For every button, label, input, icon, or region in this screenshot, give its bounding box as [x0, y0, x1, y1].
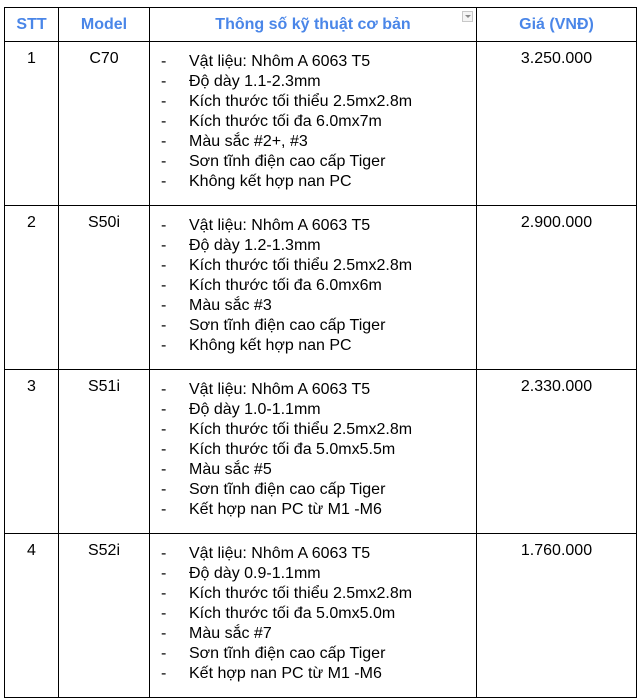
spec-item — [150, 92, 476, 112]
spec-item — [150, 644, 476, 664]
bullet-dash: - — [161, 133, 167, 150]
header-row — [5, 8, 637, 42]
bullet-dash: - — [161, 565, 167, 582]
spec-item — [150, 564, 476, 584]
bullet-dash: - — [161, 73, 167, 90]
bullet-dash: - — [161, 277, 167, 294]
bullet-dash: - — [161, 217, 167, 234]
spec-text: Kết hợp nan PC từ M1 -M6 — [189, 501, 382, 518]
spec-item — [150, 420, 476, 440]
spec-list — [150, 52, 476, 192]
spec-item — [150, 624, 476, 644]
spec-text: Không kết hợp nan PC — [189, 337, 352, 354]
bullet-dash: - — [161, 93, 167, 110]
spec-item — [150, 584, 476, 604]
bullet-dash: - — [161, 401, 167, 418]
bullet-dash: - — [161, 237, 167, 254]
spec-text: Màu sắc #5 — [189, 461, 272, 478]
spec-text: Sơn tĩnh điện cao cấp Tiger — [189, 481, 386, 498]
spec-list — [150, 216, 476, 356]
spec-text: Kích thước tối thiểu 2.5mx2.8m — [189, 257, 413, 274]
bullet-dash: - — [161, 605, 167, 622]
spec-text: Độ dày 0.9-1.1mm — [189, 565, 321, 582]
spec-item — [150, 256, 476, 276]
spec-text: Độ dày 1.0-1.1mm — [189, 401, 321, 418]
spec-text: Độ dày 1.2-1.3mm — [189, 237, 321, 254]
spec-item — [150, 604, 476, 624]
spec-item — [150, 440, 476, 460]
bullet-dash: - — [161, 501, 167, 518]
spec-item — [150, 480, 476, 500]
cell-stt[interactable]: 4 — [5, 534, 59, 698]
cell-specs[interactable] — [150, 42, 477, 206]
spec-text: Kích thước tối đa 6.0mx6m — [189, 277, 382, 294]
cell-price[interactable]: 2.330.000 — [477, 370, 637, 534]
spec-text: Sơn tĩnh điện cao cấp Tiger — [189, 645, 386, 662]
spec-item — [150, 336, 476, 356]
spec-item — [150, 664, 476, 684]
spec-item — [150, 400, 476, 420]
product-spec-table — [4, 7, 637, 698]
bullet-dash: - — [161, 625, 167, 642]
bullet-dash: - — [161, 153, 167, 170]
table-row — [5, 206, 637, 370]
table-row — [5, 370, 637, 534]
spec-text: Vật liệu: Nhôm A 6063 T5 — [189, 381, 371, 398]
bullet-dash: - — [161, 297, 167, 314]
spec-text: Kích thước tối thiểu 2.5mx2.8m — [189, 421, 413, 438]
spec-text: Vật liệu: Nhôm A 6063 T5 — [189, 217, 371, 234]
spec-item — [150, 112, 476, 132]
cell-stt[interactable]: 3 — [5, 370, 59, 534]
cell-model[interactable]: S50i — [59, 206, 150, 370]
spec-text: Kích thước tối đa 5.0mx5.0m — [189, 605, 396, 622]
table-row — [5, 534, 637, 698]
spec-item — [150, 132, 476, 152]
spec-text: Kích thước tối thiểu 2.5mx2.8m — [189, 585, 413, 602]
bullet-dash: - — [161, 665, 167, 682]
bullet-dash: - — [161, 53, 167, 70]
cell-stt[interactable]: 1 — [5, 42, 59, 206]
bullet-dash: - — [161, 317, 167, 334]
header-model[interactable]: Model — [59, 8, 150, 42]
cell-price[interactable]: 2.900.000 — [477, 206, 637, 370]
spec-text: Kết hợp nan PC từ M1 -M6 — [189, 665, 382, 682]
cell-specs[interactable] — [150, 370, 477, 534]
cell-stt[interactable]: 2 — [5, 206, 59, 370]
spec-item — [150, 152, 476, 172]
bullet-dash: - — [161, 337, 167, 354]
cell-model[interactable]: C70 — [59, 42, 150, 206]
spec-item — [150, 460, 476, 480]
spec-text: Không kết hợp nan PC — [189, 173, 352, 190]
bullet-dash: - — [161, 257, 167, 274]
spec-item — [150, 276, 476, 296]
header-specs[interactable] — [150, 8, 477, 42]
bullet-dash: - — [161, 645, 167, 662]
spec-text: Kích thước tối đa 6.0mx7m — [189, 113, 382, 130]
spec-list — [150, 380, 476, 520]
bullet-dash: - — [161, 173, 167, 190]
header-price[interactable]: Giá (VNĐ) — [477, 8, 637, 42]
bullet-dash: - — [161, 441, 167, 458]
bullet-dash: - — [161, 481, 167, 498]
spec-item — [150, 236, 476, 256]
spec-item — [150, 316, 476, 336]
cell-model[interactable]: S51i — [59, 370, 150, 534]
spec-text: Màu sắc #7 — [189, 625, 272, 642]
bullet-dash: - — [161, 545, 167, 562]
spec-text: Kích thước tối đa 5.0mx5.5m — [189, 441, 396, 458]
spec-item — [150, 72, 476, 92]
spec-text: Sơn tĩnh điện cao cấp Tiger — [189, 153, 386, 170]
spec-item — [150, 500, 476, 520]
filter-dropdown-icon[interactable] — [462, 11, 473, 22]
spec-item — [150, 544, 476, 564]
spec-item — [150, 380, 476, 400]
spec-item — [150, 52, 476, 72]
bullet-dash: - — [161, 421, 167, 438]
table-body — [5, 42, 637, 698]
spec-text: Độ dày 1.1-2.3mm — [189, 73, 321, 90]
spec-text: Vật liệu: Nhôm A 6063 T5 — [189, 545, 371, 562]
cell-specs[interactable] — [150, 534, 477, 698]
spec-list — [150, 544, 476, 684]
spec-item — [150, 172, 476, 192]
bullet-dash: - — [161, 461, 167, 478]
spec-item — [150, 296, 476, 316]
bullet-dash: - — [161, 585, 167, 602]
bullet-dash: - — [161, 113, 167, 130]
cell-specs[interactable] — [150, 206, 477, 370]
cell-price[interactable]: 1.760.000 — [477, 534, 637, 698]
header-stt[interactable]: STT — [5, 8, 59, 42]
spec-text: Kích thước tối thiểu 2.5mx2.8m — [189, 93, 413, 110]
cell-model[interactable]: S52i — [59, 534, 150, 698]
cell-price[interactable]: 3.250.000 — [477, 42, 637, 206]
table-row — [5, 42, 637, 206]
spec-text: Màu sắc #3 — [189, 297, 272, 314]
spec-item — [150, 216, 476, 236]
header-specs-label: Thông số kỹ thuật cơ bản — [215, 15, 411, 33]
bullet-dash: - — [161, 381, 167, 398]
spec-text: Sơn tĩnh điện cao cấp Tiger — [189, 317, 386, 334]
table-header — [5, 8, 637, 42]
spec-text: Màu sắc #2+, #3 — [189, 133, 308, 150]
spec-text: Vật liệu: Nhôm A 6063 T5 — [189, 53, 371, 70]
